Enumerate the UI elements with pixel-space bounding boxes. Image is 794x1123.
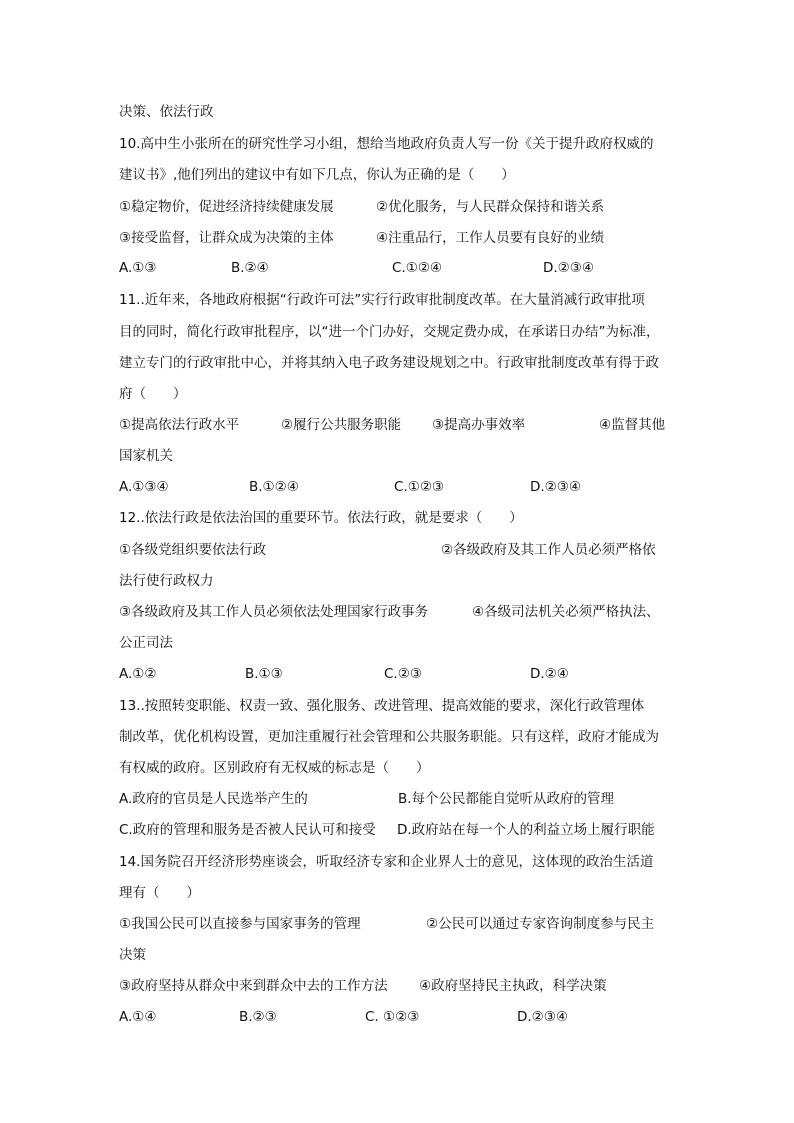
q10-choice-a: A.①③ — [119, 260, 157, 276]
q13-stem-line-2: 制改革，优化机构设置，更加注重履行社会管理和公共服务职能。只有这样，政府才能成为 — [119, 729, 659, 745]
q10-statement-2: ②优化服务，与人民群众保持和谐关系 — [376, 199, 605, 215]
q10-statement-1: ①稳定物价，促进经济持续健康发展 — [119, 199, 334, 215]
q14-choice-c: C. ①②③ — [365, 1009, 420, 1025]
q11-stem-line-3: 建立专门的行政审批中心，并将其纳入电子政务建设规划之中。行政审批制度改革有得于政 — [119, 355, 659, 371]
q12-stem-line-1: 12..依法行政是依法治国的重要环节。依法行政，就是要求（ ） — [119, 510, 523, 526]
q10-choice-c: C.①②④ — [392, 260, 443, 276]
q14-choice-b: B.②③ — [239, 1009, 277, 1025]
q10-statement-3: ③接受监督，让群众成为决策的主体 — [119, 230, 334, 246]
q12-statement-4: ④各级司法机关必须严格执法、 — [472, 604, 660, 620]
q11-choice-b: B.①②④ — [249, 479, 299, 495]
q12-choice-c: C.②③ — [384, 666, 422, 682]
q12-statement-2-continued: 法行使行政权力 — [119, 573, 214, 589]
q11-stem-line-4: 府（ ） — [119, 386, 187, 402]
q14-statement-2: ②公民可以通过专家咨询制度参与民主 — [426, 916, 655, 932]
q14-choice-d: D.②③④ — [517, 1009, 568, 1025]
q10-choice-d: D.②③④ — [543, 260, 594, 276]
q14-statement-1: ①我国公民可以直接参与国家事务的管理 — [119, 916, 361, 932]
q14-stem-line-1: 14.国务院召开经济形势座谈会，听取经济专家和企业界人士的意见，这体现的政治生活道 — [119, 854, 654, 870]
q12-statement-3: ③各级政府及其工作人员必须依法处理国家行政事务 — [119, 604, 429, 620]
q13-stem-line-3: 有权威的政府。区别政府有无权威的标志是（ ） — [119, 760, 430, 776]
q13-choice-d: D.政府站在每一个人的利益立场上履行职能 — [397, 822, 655, 838]
q12-statement-2: ②各级政府及其工作人员必须严格依 — [441, 542, 656, 558]
q14-statement-3: ③政府坚持从群众中来到群众中去的工作方法 — [119, 978, 388, 994]
q11-statement-1: ①提高依法行政水平 — [119, 417, 240, 433]
q11-statement-4-continued: 国家机关 — [119, 448, 173, 464]
q10-stem-line-1: 10.高中生小张所在的研究性学习小组，想给当地政府负责人写一份《关于提升政府权威的 — [119, 136, 654, 152]
q12-statement-4-continued: 公正司法 — [119, 635, 173, 651]
q11-choice-c: C.①②③ — [394, 479, 445, 495]
q11-stem-line-1: 11..近年来，各地政府根据“行政许可法”实行行政审批制度改革。在大量消减行政审批项 — [119, 292, 645, 308]
q14-stem-line-2: 理有（ ） — [119, 885, 200, 901]
q11-statement-2: ②履行公共服务职能 — [281, 417, 402, 433]
q13-choice-b: B.每个公民都能自觉听从政府的管理 — [398, 791, 615, 807]
q10-statement-4: ④注重品行，工作人员要有良好的业绩 — [376, 230, 605, 246]
q10-choice-b: B.②④ — [231, 260, 269, 276]
continuation-text: 决策、依法行政 — [119, 104, 214, 120]
q11-choice-d: D.②③④ — [530, 479, 581, 495]
q13-choice-a: A.政府的官员是人民选举产生的 — [119, 791, 308, 807]
q10-stem-line-2: 建议书》,他们列出的建议中有如下几点，你认为正确的是（ ） — [119, 167, 515, 183]
q13-stem-line-1: 13..按照转变职能、权责一致、强化服务、改进管理、提高效能的要求，深化行政管理体 — [119, 698, 645, 714]
q11-choice-a: A.①③④ — [119, 479, 169, 495]
q13-choice-c: C.政府的管理和服务是否被人民认可和接受 — [119, 822, 376, 838]
q12-choice-a: A.①② — [119, 666, 157, 682]
q11-stem-line-2: 目的同时，简化行政审批程序，以“进一个门办好，交规定费办成，在承诺日办结”为标准， — [119, 324, 660, 340]
q12-choice-b: B.①③ — [245, 666, 283, 682]
q11-statement-3: ③提高办事效率 — [432, 417, 526, 433]
q11-statement-4: ④监督其他 — [599, 417, 666, 433]
q12-statement-1: ①各级党组织要依法行政 — [119, 542, 267, 558]
q14-choice-a: A.①④ — [119, 1009, 157, 1025]
q14-statement-4: ④政府坚持民主执政，科学决策 — [419, 978, 607, 994]
q14-statement-2-continued: 决策 — [119, 947, 146, 963]
q12-choice-d: D.②④ — [530, 666, 569, 682]
